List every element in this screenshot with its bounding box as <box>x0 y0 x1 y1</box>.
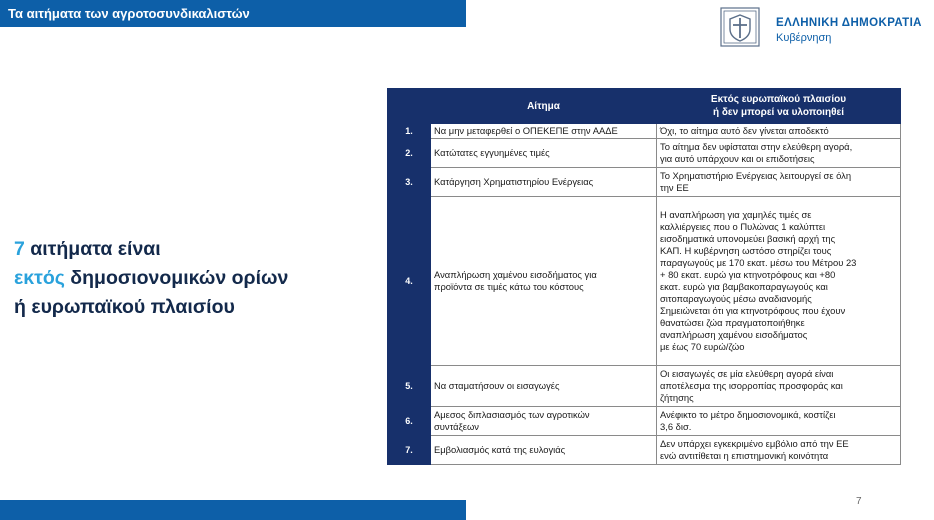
bottom-banner <box>0 500 466 520</box>
header-number <box>388 89 431 124</box>
row-number: 4. <box>388 197 431 366</box>
row-number: 6. <box>388 407 431 436</box>
table-row <box>388 197 901 366</box>
slide-title: Τα αιτήματα των αγροτοσυνδικαλιστών <box>8 6 250 21</box>
header-answer: Εκτός ευρωπαϊκού πλαισίου ή δεν μπορεί να υλοποιηθεί <box>657 89 901 124</box>
answer-cell: Το Χρηματιστήριο Ενέργειας λειτουργεί σε όλη την ΕΕ <box>657 168 901 197</box>
answer-cell: Η αναπλήρωση για χαμηλές τιμές σε καλλιέργειες που ο Πυλώνας 1 καλύπτει εισοδηματικά υπονομεύει βασική αρχή της ΚΑΠ. Η κυβέρνηση ωστόσο στηρίζει τους παραγωγούς με 170 εκατ. μέσω του Μέτρου 23 + 80 εκατ. ευρώ για κτηνοτρόφους και +80 εκατ. ευρώ για βαμβακοπαραγωγούς και σιτοπαραγωγούς μέσω αναδιανομής Σημειώνεται ότι για κτηνοτρόφους που έχουν θανατώσει ζώα πραγματοποιήθηκε αναπλήρωση χαμένου εισοδήματος με έως 70 ευρώ/ζώο <box>657 197 901 366</box>
table-row <box>388 407 901 436</box>
row-number: 1. <box>388 124 431 139</box>
table-row <box>388 124 901 139</box>
demand-cell: Κατώτατες εγγυημένες τιμές <box>431 139 657 168</box>
answer-cell: Οι εισαγωγές σε μία ελεύθερη αγορά είναι αποτέλεσμα της ισορροπίας προσφοράς και ζήτησης <box>657 366 901 407</box>
top-title-banner <box>0 0 466 27</box>
demand-cell: Κατάργηση Χρηματιστηρίου Ενέργειας <box>431 168 657 197</box>
headline <box>14 235 364 322</box>
row-number: 5. <box>388 366 431 407</box>
answer-cell: Δεν υπάρχει εγκεκριμένο εμβόλιο από την ΕΕ ενώ αντιτίθεται η επιστημονική κοινότητα <box>657 436 901 465</box>
headline-count: 7 <box>14 238 25 260</box>
demand-cell: Να μην μεταφερθεί ο ΟΠΕΚΕΠΕ στην ΑΑΔΕ <box>431 124 657 139</box>
answer-cell: Ανέφικτο το μέτρο δημοσιονομικά, κοστίζει 3,6 δισ. <box>657 407 901 436</box>
row-number: 3. <box>388 168 431 197</box>
answer-cell: Όχι, το αίτημα αυτό δεν γίνεται αποδεκτό <box>657 124 901 139</box>
demand-cell: Αναπλήρωση χαμένου εισοδήματος για προϊόντα σε τιμές κάτω του κόστους <box>431 197 657 366</box>
headline-line-3: ή ευρωπαϊκού πλαισίου <box>14 296 235 318</box>
table-header-row <box>388 89 901 124</box>
demand-cell: Εμβολιασμός κατά της ευλογιάς <box>431 436 657 465</box>
demand-cell: Αμεσος διπλασιασμός των αγροτικών συντάξεων <box>431 407 657 436</box>
table-row <box>388 436 901 465</box>
table-row <box>388 366 901 407</box>
greek-government-emblem-icon <box>720 7 760 47</box>
government-brand <box>720 7 930 47</box>
page-number: 7 <box>856 496 862 507</box>
table-row <box>388 139 901 168</box>
brand-title: ΕΛΛΗΝΙΚΗ ΔΗΜΟΚΡΑΤΙΑ <box>776 17 922 29</box>
headline-line-2: εκτός δημοσιονομικών ορίων <box>14 267 289 289</box>
row-number: 7. <box>388 436 431 465</box>
headline-line-1: 7 αιτήματα είναι <box>14 238 161 260</box>
table-row <box>388 168 901 197</box>
demand-cell: Να σταματήσουν οι εισαγωγές <box>431 366 657 407</box>
brand-subtitle: Κυβέρνηση <box>776 32 832 44</box>
demands-table <box>387 88 901 465</box>
answer-cell: Το αίτημα δεν υφίσταται στην ελεύθερη αγορά, για αυτό υπάρχουν και οι επιδοτήσεις <box>657 139 901 168</box>
row-number: 2. <box>388 139 431 168</box>
header-demand: Αίτημα <box>431 89 657 124</box>
headline-accent-word: εκτός <box>14 267 65 289</box>
